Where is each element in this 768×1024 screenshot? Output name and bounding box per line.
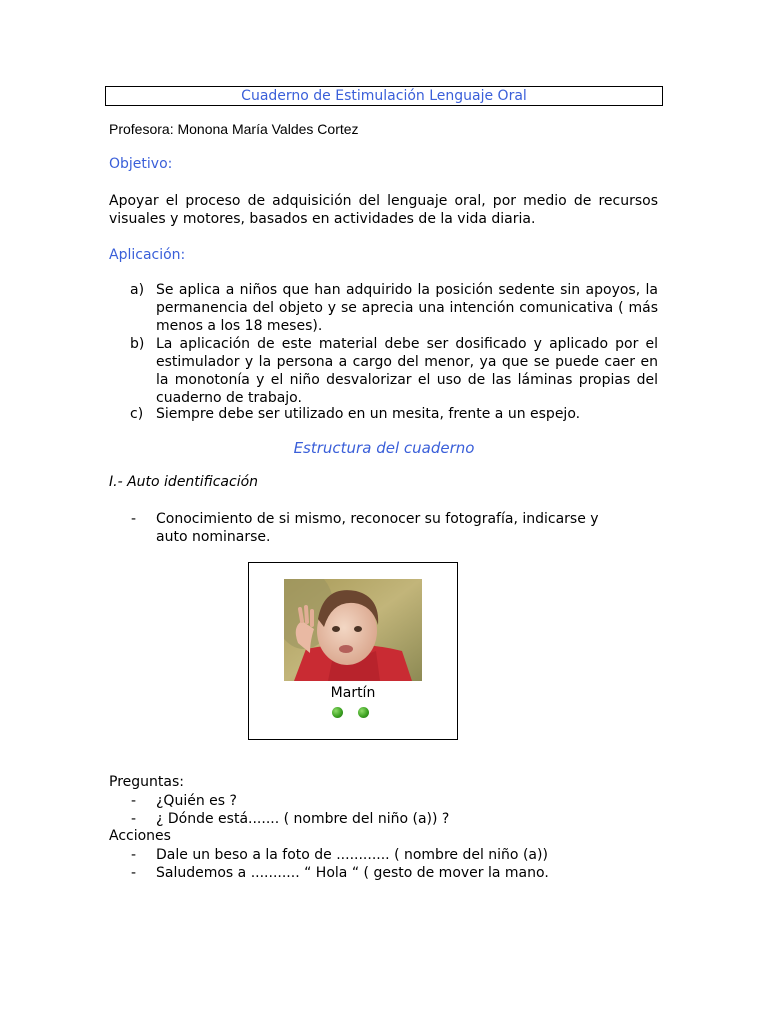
decorative-dots	[332, 703, 384, 722]
dash-marker: -	[131, 511, 137, 527]
question-text: ¿Quién es ?	[156, 793, 237, 809]
green-dot-icon	[332, 707, 343, 718]
objective-text: Apoyar el proceso de adquisición del lenguaje oral, por medio de recursos visuales y motores, basados en actividades de la vida diaria.	[109, 193, 658, 227]
list-marker: c)	[130, 406, 144, 422]
action-item	[109, 864, 629, 882]
action-text: Dale un beso a la foto de ............ ( nombre del niño (a))	[156, 847, 548, 863]
section-auto-identification: I.- Auto identificación	[109, 474, 259, 490]
questions-label: Preguntas:	[109, 774, 184, 790]
question-text: ¿ Dónde está....... ( nombre del niño (a)) ?	[156, 811, 450, 827]
self-knowledge-bullet	[109, 510, 629, 546]
action-text: Saludemos a ........... “ Hola “ ( gesto de mover la mano.	[156, 865, 549, 881]
dash-marker: -	[131, 847, 137, 863]
actions-label: Acciones	[109, 828, 171, 844]
list-item-text: Se aplica a niños que han adquirido la posición sedente sin apoyos, la permanencia del objeto y se aprecia una intención comunicativa ( más menos a los 18 meses).	[156, 282, 658, 334]
dash-marker: -	[131, 793, 137, 809]
child-photo	[284, 579, 422, 681]
application-item-a	[109, 281, 658, 335]
dash-marker: -	[131, 811, 137, 827]
list-item-text: Siempre debe ser utilizado en un mesita, frente a un espejo.	[156, 406, 581, 422]
photo-card	[248, 562, 458, 740]
list-marker: a)	[130, 282, 145, 298]
question-item	[109, 810, 629, 828]
application-item-c	[109, 405, 658, 423]
list-marker: b)	[130, 336, 145, 352]
question-item	[109, 792, 629, 810]
teacher-line: Profesora: Monona María Valdes Cortez	[109, 121, 359, 137]
bullet-text: Conocimiento de si mismo, reconocer su fotografía, indicarse y auto nominarse.	[156, 511, 599, 545]
application-item-b	[109, 335, 658, 407]
application-heading: Aplicación:	[109, 247, 186, 263]
green-dot-icon	[358, 707, 369, 718]
child-name-label: Martín	[330, 685, 376, 701]
list-item-text: La aplicación de este material debe ser dosificado y aplicado por el estimulador y la persona a cargo del menor, ya que se puede caer en la monotonía y el niño desvalorizar el uso de las láminas propias del cuaderno de trabajo.	[156, 336, 658, 406]
structure-title: Estructura del cuaderno	[293, 439, 475, 457]
document-title: Cuaderno de Estimulación Lenguaje Oral	[105, 86, 663, 106]
action-item	[109, 846, 629, 864]
objective-heading: Objetivo:	[109, 156, 173, 172]
dash-marker: -	[131, 865, 137, 881]
